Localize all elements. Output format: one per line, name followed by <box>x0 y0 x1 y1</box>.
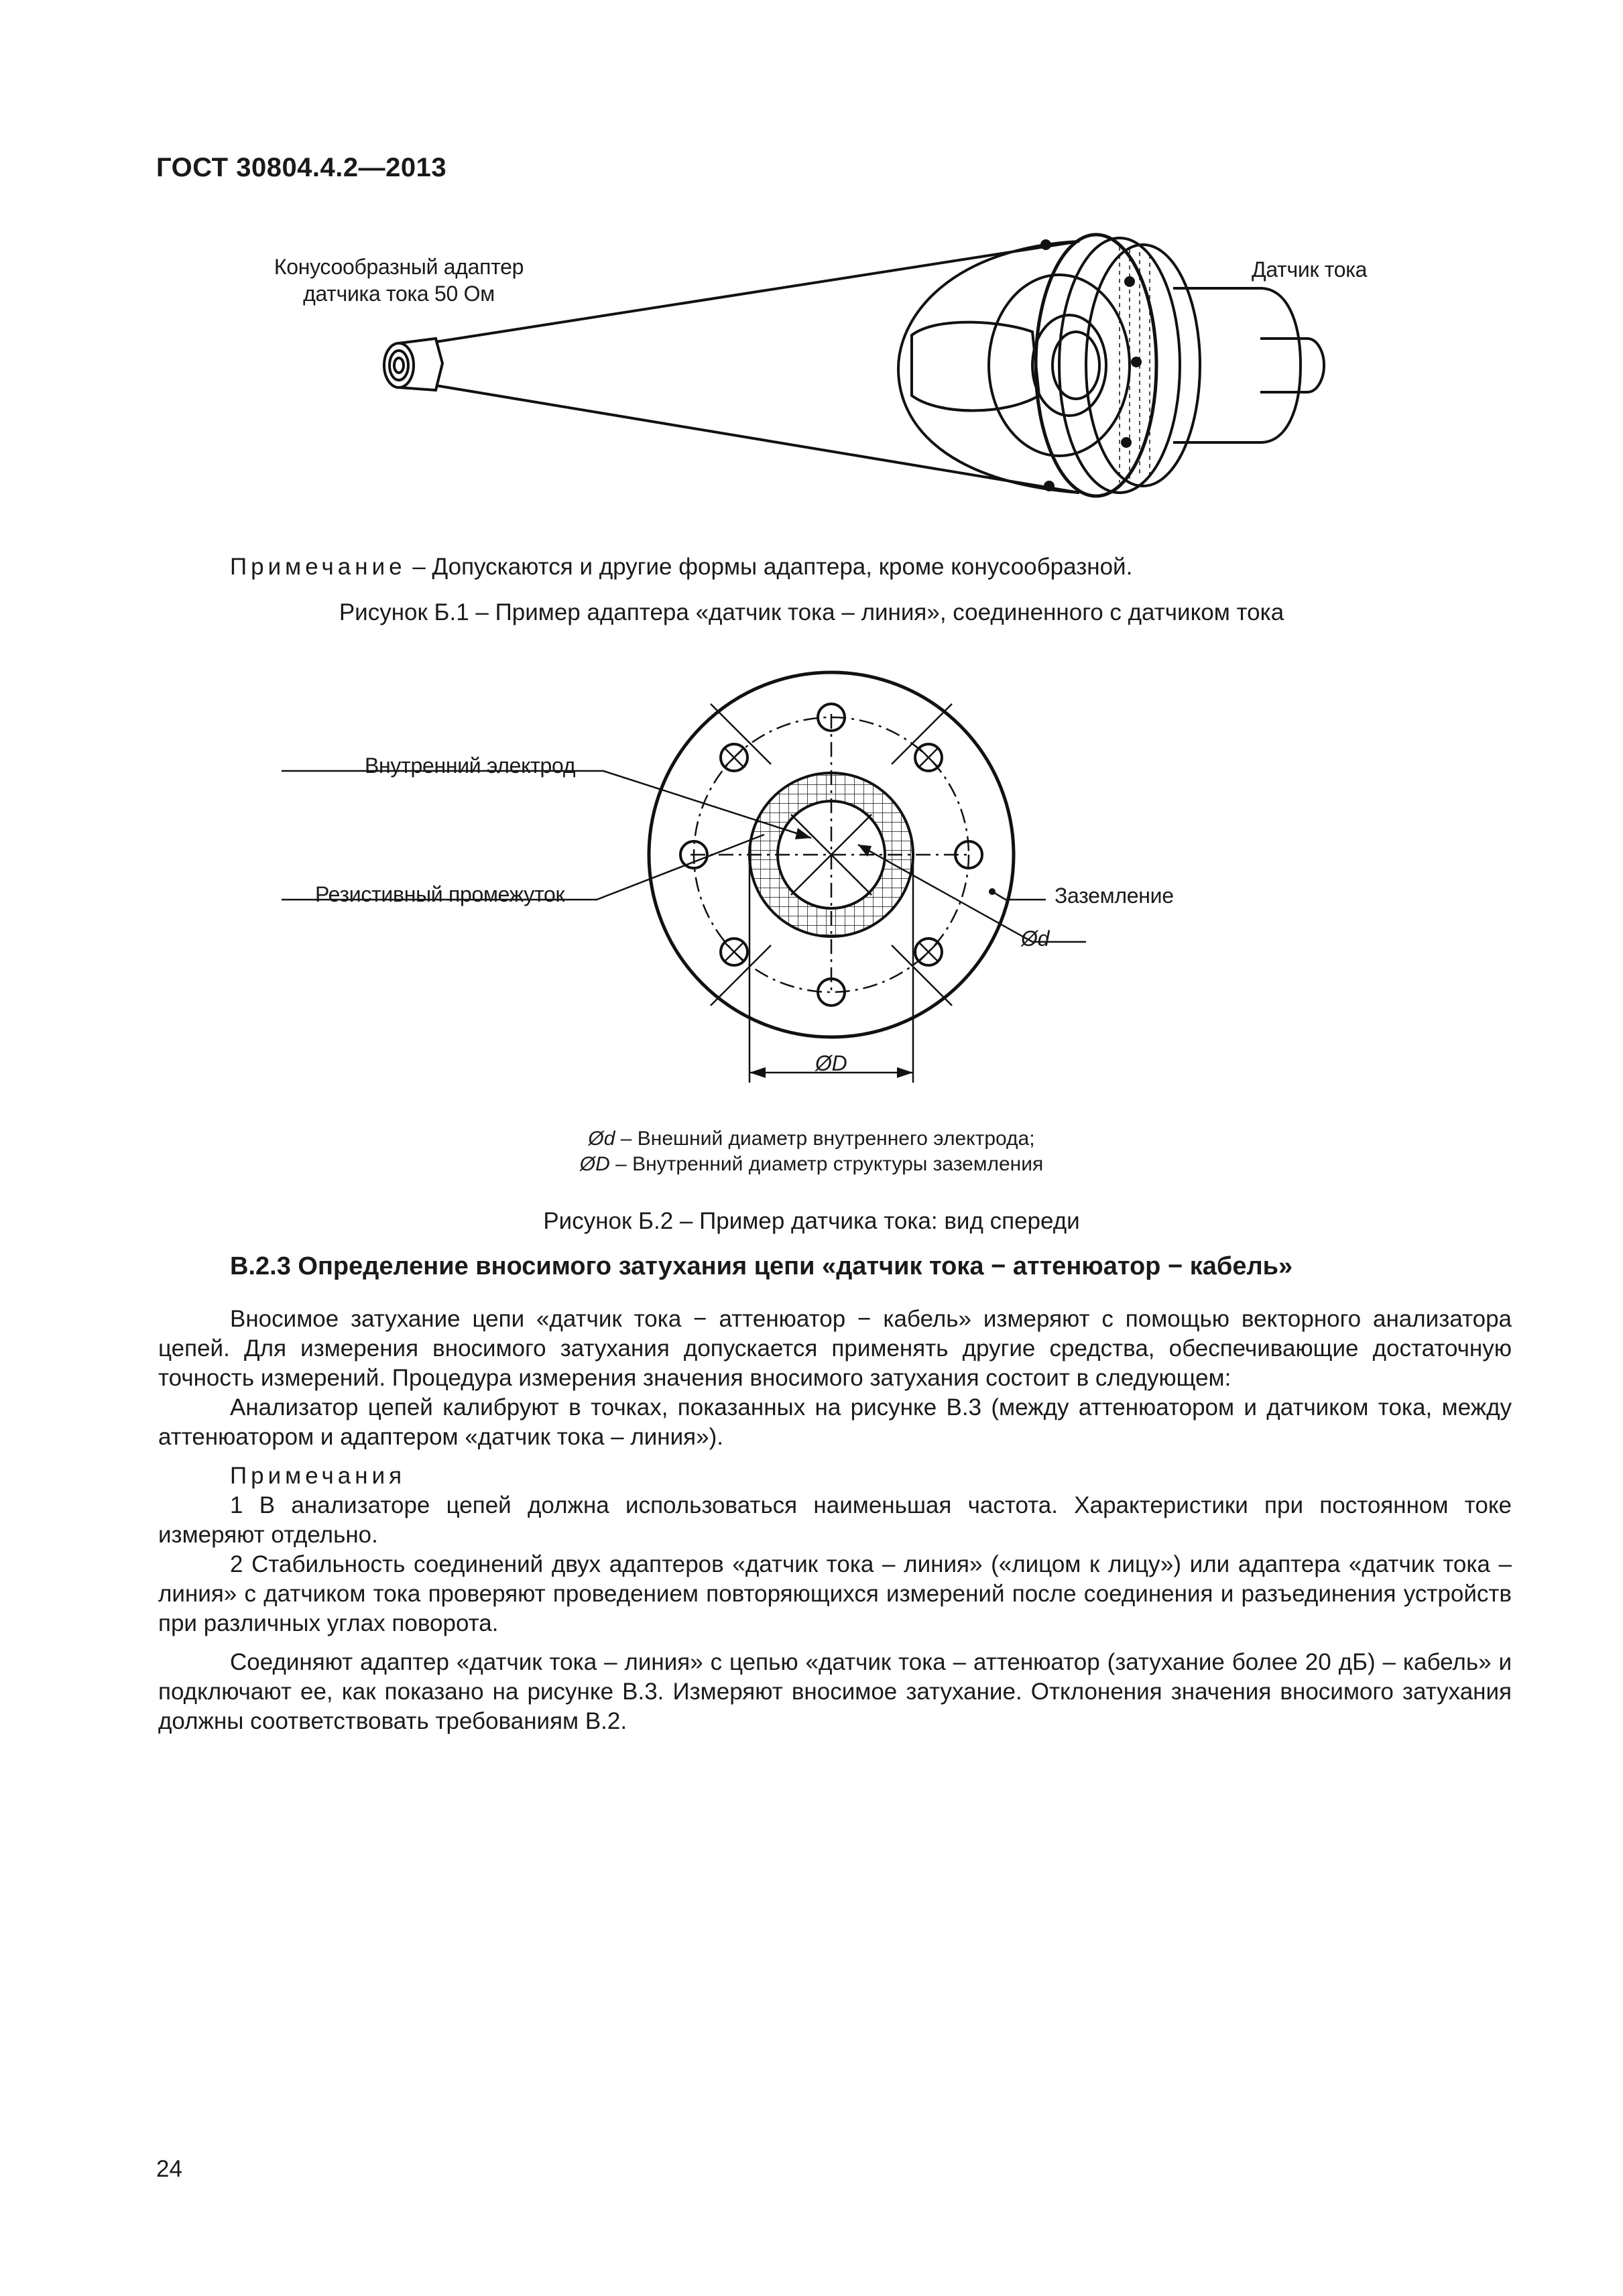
notes-title: Примечания <box>230 1463 406 1489</box>
legend-2-symbol: ØD <box>579 1153 610 1175</box>
note-1: 1 В анализаторе цепей должна использоваться наименьшая частота. Характеристики при постоянном токе измеряют отдельно. <box>158 1492 1512 1548</box>
legend-2-text: – Внутренний диаметр структуры заземления <box>609 1153 1044 1175</box>
adapter-label: Конусообразный адаптер датчика тока 50 Ом <box>274 255 524 306</box>
figure-1-note <box>230 554 1132 581</box>
paragraph-1: Вносимое затухание цепи «датчик тока − аттенюатор − кабель» измеряют с помощью векторного анализатора цепей. Для измерения вносимого затухания допускается применять другие средства, обеспечивающие достаточную точность измерений. Процедура измерения значения вносимого затухания состоит в следующем: <box>158 1306 1512 1391</box>
figure-1-caption: Рисунок Б.1 – Пример адаптера «датчик тока – линия», соединенного с датчиком тока <box>339 599 1284 625</box>
D-dimension-label: ØD <box>815 1051 847 1075</box>
document-header: ГОСТ 30804.4.2—2013 <box>156 153 447 182</box>
figure-2-caption: Рисунок Б.2 – Пример датчика тока: вид спереди <box>543 1208 1080 1234</box>
d-dimension-label: Ød <box>1021 926 1050 951</box>
legend-1-text: – Внешний диаметр внутреннего электрода; <box>615 1128 1035 1150</box>
figure-2-legend-1 <box>0 1128 1623 1150</box>
figure-2-drawing <box>282 644 1287 1099</box>
section-heading: В.2.3 Определение вносимого затухания цепи «датчик тока − аттенюатор − кабель» <box>230 1252 1293 1280</box>
figure-2-legend-2 <box>0 1153 1623 1176</box>
legend-1-symbol: Ød <box>588 1128 615 1150</box>
ground-label: Заземление <box>1055 884 1174 908</box>
sensor-label: Датчик тока <box>1252 257 1368 282</box>
resistive-gap-label: Резистивный промежуток <box>315 882 565 906</box>
inner-electrode-label: Внутренний электрод <box>365 753 576 778</box>
note-text: – Допускаются и другие формы адаптера, кроме конусообразной. <box>406 554 1133 580</box>
page-number: 24 <box>156 2156 182 2182</box>
paragraph-2: Анализатор цепей калибруют в точках, показанных на рисунке В.3 (между аттенюатором и датчиком тока, между аттенюатором и адаптером «датчик тока – линия»). <box>158 1394 1512 1450</box>
note-2: 2 Стабильность соединений двух адаптеров «датчик тока – линия» («лицом к лицу») или адаптера «датчик тока – линия» с датчиком тока проверяют проведением повторяющихся измерений после соединения и разъединения устройств при различных углах поворота. <box>158 1551 1512 1636</box>
note-word: Примечание <box>230 554 406 580</box>
paragraph-3: Соединяют адаптер «датчик тока – линия» с цепью «датчик тока – аттенюатор (затухание более 20 дБ) – кабель» и подключают ее, как показано на рисунке В.3. Измеряют вносимое затухание. Отклонения значения вносимого затухания должны соответствовать требованиям В.2. <box>158 1649 1512 1734</box>
section-body <box>158 1305 1512 1736</box>
